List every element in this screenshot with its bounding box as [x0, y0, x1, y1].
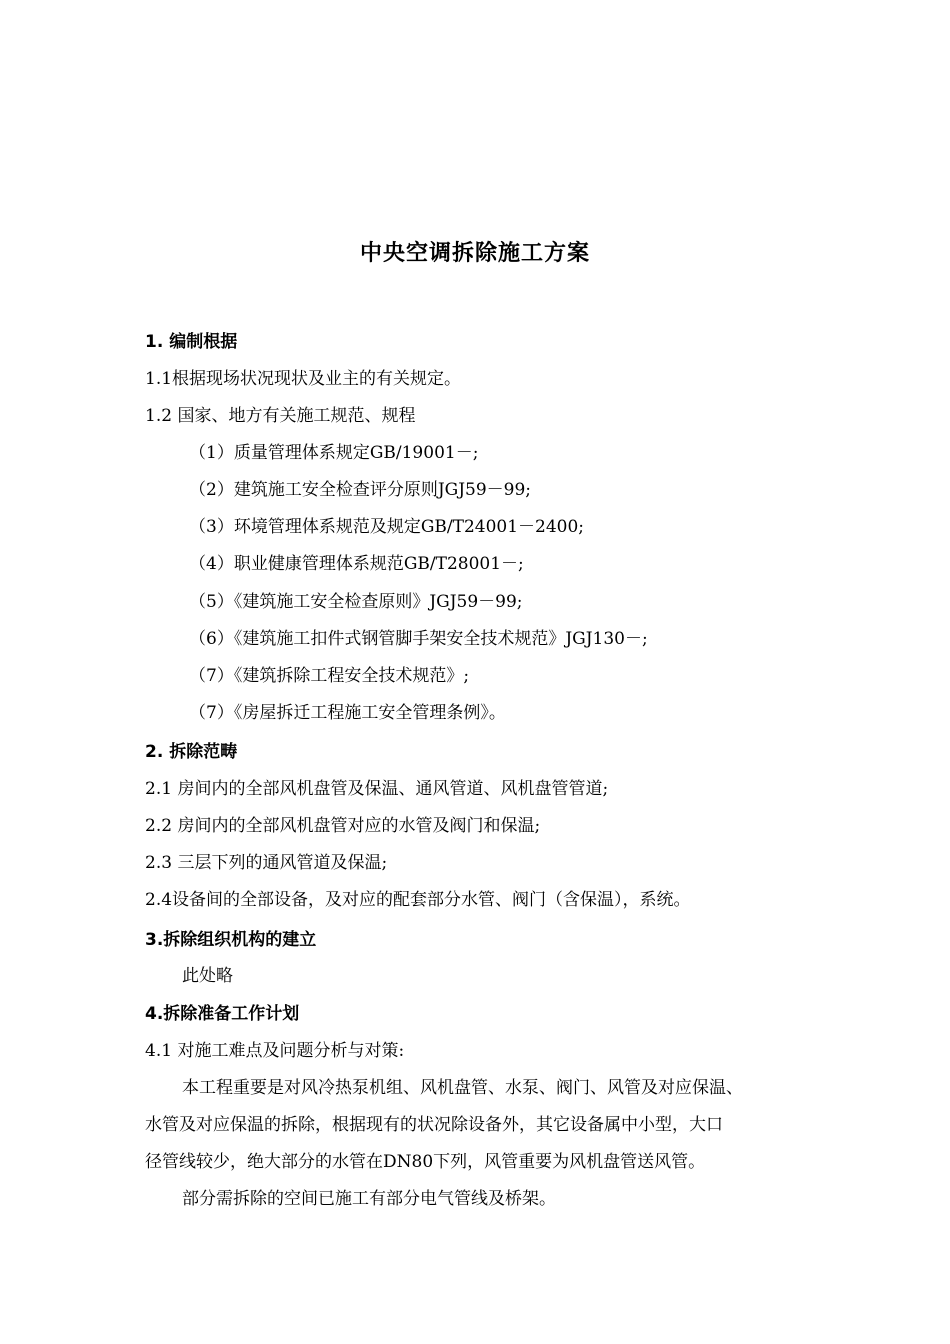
standard-item: （1）质量管理体系规定GB/19001－;	[189, 443, 479, 463]
scope-item: 2.1 房间内的全部风机盘管及保温、通风管道、风机盘管管道;	[145, 779, 609, 799]
paragraph-line: 径管线较少，绝大部分的水管在DN80下列，风管重要为风机盘管送风管。	[145, 1152, 706, 1172]
section-1-heading: 1. 编制根据	[145, 332, 238, 352]
standard-item: （3）环境管理体系规范及规定GB/T24001－2400;	[189, 517, 585, 537]
standard-item: （7）《房屋拆迁工程施工安全管理条例》。	[189, 703, 506, 723]
page-title: 中央空调拆除施工方案	[359, 241, 590, 266]
scope-item: 2.2 房间内的全部风机盘管对应的水管及阀门和保温;	[145, 816, 541, 836]
standard-item: （5）《建筑施工安全检查原则》JGJ59－99;	[189, 592, 523, 612]
paragraph-line: 本工程重要是对风冷热泵机组、风机盘管、水泵、阀门、风管及对应保温、	[182, 1078, 743, 1098]
section-4-heading: 4.拆除准备工作计划	[145, 1004, 300, 1024]
item-4-1: 4.1 对施工难点及问题分析与对策:	[145, 1041, 405, 1061]
item-1-2: 1.2 国家、地方有关施工规范、规程	[145, 406, 416, 426]
standard-item: （4）职业健康管理体系规范GB/T28001－;	[189, 554, 524, 574]
item-1-1: 1.1根据现场状况现状及业主的有关规定。	[145, 369, 462, 389]
section-2-heading: 2. 拆除范畴	[145, 742, 238, 762]
scope-item: 2.4设备间的全部设备，及对应的配套部分水管、阀门（含保温），系统。	[145, 890, 691, 910]
standard-item: （7）《建筑拆除工程安全技术规范》;	[189, 666, 470, 686]
standard-item: （6）《建筑施工扣件式钢管脚手架安全技术规范》JGJ130－;	[189, 629, 648, 649]
section-3-text: 此处略	[182, 966, 233, 986]
section-3-heading: 3.拆除组织机构的建立	[145, 930, 317, 950]
paragraph-line: 水管及对应保温的拆除，根据现有的状况除设备外，其它设备属中小型，大口	[145, 1115, 723, 1135]
standard-item: （2）建筑施工安全检查评分原则JGJ59－99;	[189, 480, 532, 500]
paragraph-line: 部分需拆除的空间已施工有部分电气管线及桥架。	[182, 1189, 556, 1209]
scope-item: 2.3 三层下列的通风管道及保温;	[145, 853, 388, 873]
